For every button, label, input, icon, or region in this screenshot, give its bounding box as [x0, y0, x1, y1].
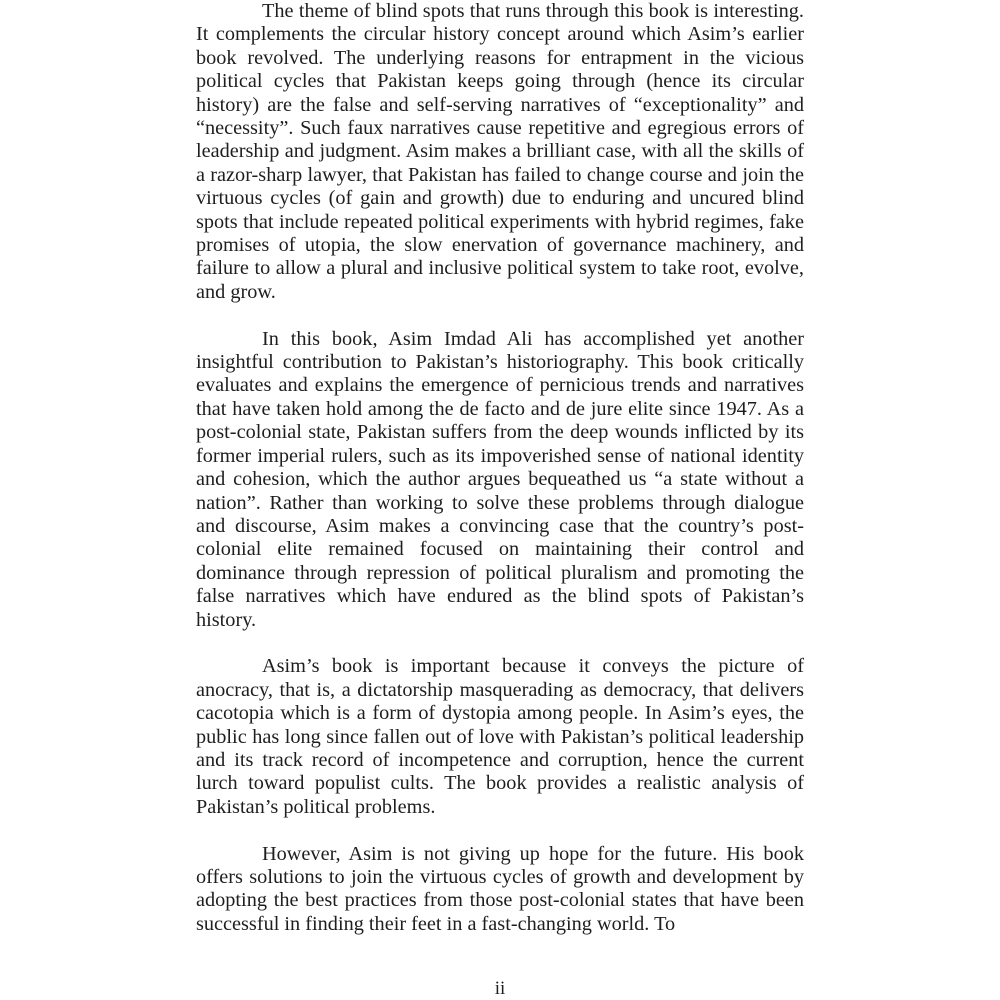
paragraph-blind-spots-theme: The theme of blind spots that runs through this book is interesting. It complements the circular history concept around which Asim’s earlier book revolved. The underlying reasons for entrapment in the vicious political cycles that Pakistan keeps going through (hence its circular history) are the false and self-serving narratives of “exceptionality” and “necessity”. Such faux narratives cause repetitive and egregious errors of leadership and judgment. Asim makes a brilliant case, with all the skills of a razor-sharp lawyer, that Pakistan has failed to change course and join the virtuous cycles (of gain and growth) due to enduring and uncured blind spots that include repeated political experiments with hybrid regimes, fake promises of utopia, the slow enervation of governance machinery, and failure to allow a plural and inclusive political system to take root, evolve, and grow. — [196, 0, 804, 303]
page-body — [196, 0, 804, 936]
paragraph-hope-for-future: However, Asim is not giving up hope for the future. His book offers solutions to join the virtuous cycles of growth and development by adopting the best practices from those post-colonial states that have been successful in finding their feet in a fast-changing world. To — [196, 842, 804, 935]
paragraph-anocracy: Asim’s book is important because it conveys the picture of anocracy, that is, a dictatorship masquerading as democracy, that delivers cacotopia which is a form of dystopia among people. In Asim’s eyes, the public has long since fallen out of love with Pakistan’s political leadership and its track record of incompetence and corruption, hence the current lurch toward populist cults. The book provides a realistic analysis of Pakistan’s political problems. — [196, 655, 804, 818]
page-number: ii — [494, 978, 506, 999]
paragraph-historiography-contribution: In this book, Asim Imdad Ali has accomplished yet another insightful contribution to Pakistan’s historiography. This book critically evaluates and explains the emergence of pernicious trends and narratives that have taken hold among the de facto and de jure elite since 1947. As a post-colonial state, Pakistan suffers from the deep wounds inflicted by its former imperial rulers, such as its impoverished sense of national identity and cohesion, which the author argues bequeathed us “a state without a nation”. Rather than working to solve these problems through dialogue and discourse, Asim makes a convincing case that the country’s post-colonial elite remained focused on maintaining their control and dominance through repression of political pluralism and promoting the false narratives which have endured as the blind spots of Pakistan’s history. — [196, 327, 804, 631]
